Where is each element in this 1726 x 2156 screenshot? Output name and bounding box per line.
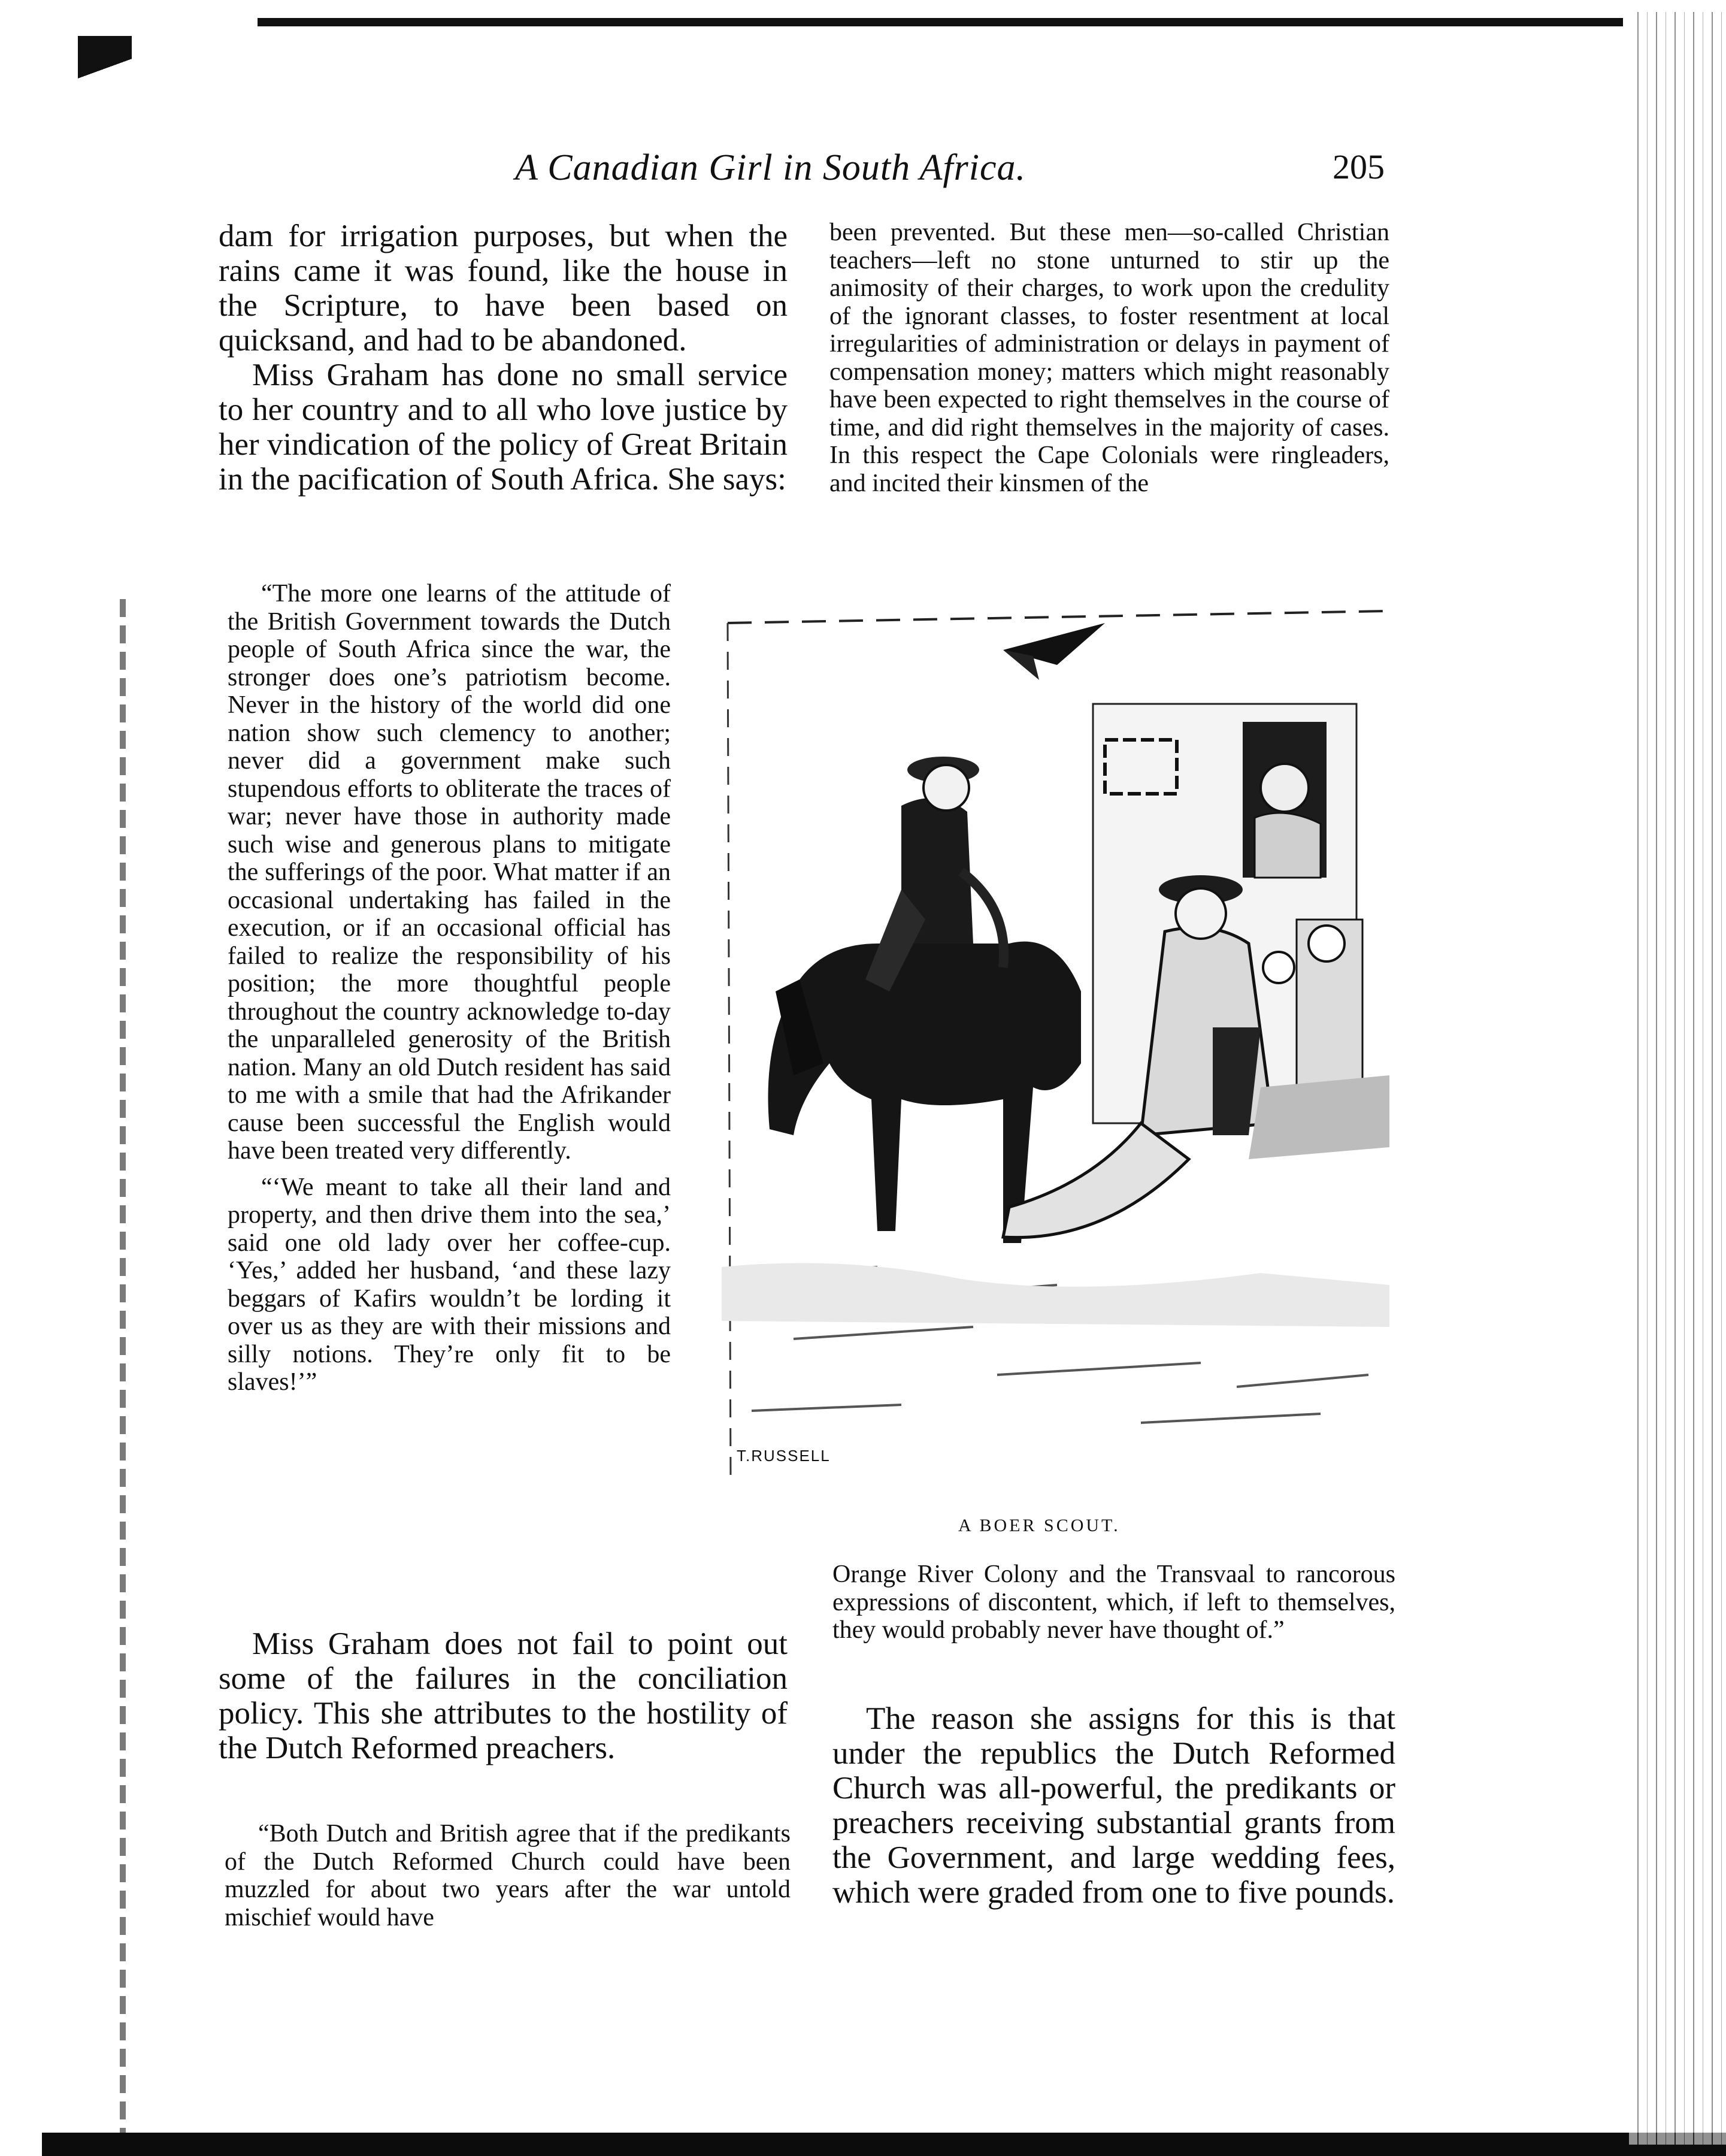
quote-continuation: been prevented. But these men—so-called Christian teachers—left no stone unturned to stir up the animosity of their charges, to work upon the credulity of the ignorant classes, to foster resentment at local irregularities of administration or delays in payment of compensation money; matters which might reasonably have been expected to right themselves in the course of time, and did right themselves in the majority of cases. In this respect the Cape Colonials were ringleaders, and incited their kinsmen of the bbox=[829, 219, 1389, 497]
boer-scout-illustration bbox=[722, 608, 1389, 1483]
scan-edge-left bbox=[120, 599, 126, 2133]
engraving-image bbox=[722, 608, 1389, 1483]
scan-edge-bottom bbox=[42, 2133, 1726, 2156]
illustrator-signature: T.RUSSELL bbox=[737, 1447, 831, 1465]
left-quote-predikants bbox=[225, 1820, 791, 1931]
vindication-paragraph: Miss Graham has done no small service to her country and to all who love justice by her vindication of the policy of Great Britain in the pacification of South Africa. She says: bbox=[219, 358, 788, 497]
illustration-caption: A BOER SCOUT. bbox=[958, 1516, 1121, 1535]
left-column-bottom bbox=[219, 1626, 788, 1765]
running-title: A Canadian Girl in South Africa. bbox=[515, 147, 1026, 188]
scan-corner-mark bbox=[78, 36, 132, 138]
quote-paragraph-coffee-cup: “‘We meant to take all their land and property, and then drive them into the sea,’ said one old lady over her coffee-cup. ‘Yes,’ added her husband, ‘and these lazy beggars of Kafirs wouldn’t be lording it over us as they are with their missions and silly notions. They’re only fit to be slaves!’” bbox=[228, 1173, 671, 1396]
left-quote-block bbox=[228, 580, 671, 1405]
right-quote-end bbox=[832, 1561, 1395, 1644]
left-column-top bbox=[219, 219, 788, 497]
scan-edge-right bbox=[1629, 12, 1726, 2145]
right-column-top bbox=[829, 219, 1389, 497]
quote-ending: Orange River Colony and the Transvaal to rancorous expressions of discontent, which, if left to themselves, they would probably never have thought of.” bbox=[832, 1561, 1395, 1644]
quote-paragraph-predikants: “Both Dutch and British agree that if the predikants of the Dutch Reformed Church could have been muzzled for about two years after the war untold mischief would have bbox=[225, 1820, 791, 1931]
intro-paragraph: dam for irrigation purposes, but when the rains came it was found, like the house in the Scripture, to have been based on quicksand, and had to be abandoned. bbox=[219, 219, 788, 358]
failures-paragraph: Miss Graham does not fail to point out some of the failures in the conciliation policy. This she attributes to the hostility of the Dutch Reformed preachers. bbox=[219, 1626, 788, 1765]
right-column-bottom bbox=[832, 1701, 1395, 1910]
page-number: 205 bbox=[1333, 147, 1385, 186]
scan-edge-top bbox=[258, 18, 1623, 26]
reason-paragraph: The reason she assigns for this is that under the republics the Dutch Reformed Church was all-powerful, the predikants or preachers receiving substantial grants from the Government, and large wedding fees, which were graded from one to five pounds. bbox=[832, 1701, 1395, 1910]
quote-paragraph-patriotism: “The more one learns of the attitude of the British Government towards the Dutch people of South Africa since the war, the stronger does one’s patriotism become. Never in the history of the world did one nation show such clemency to another; never did a government make such stupendous efforts to obliterate the traces of war; never have those in authority made such wise and generous plans to mitigate the sufferings of the poor. What matter if an occasional undertaking has failed in the execution, or if an occasional official has failed to realize the responsibility of his position; the more thoughtful people throughout the country acknowledge to-day the unparalleled generosity of the British nation. Many an old Dutch resident has said to me with a smile that had the Afrikander cause been successful the English would have been treated very differently. bbox=[228, 580, 671, 1165]
